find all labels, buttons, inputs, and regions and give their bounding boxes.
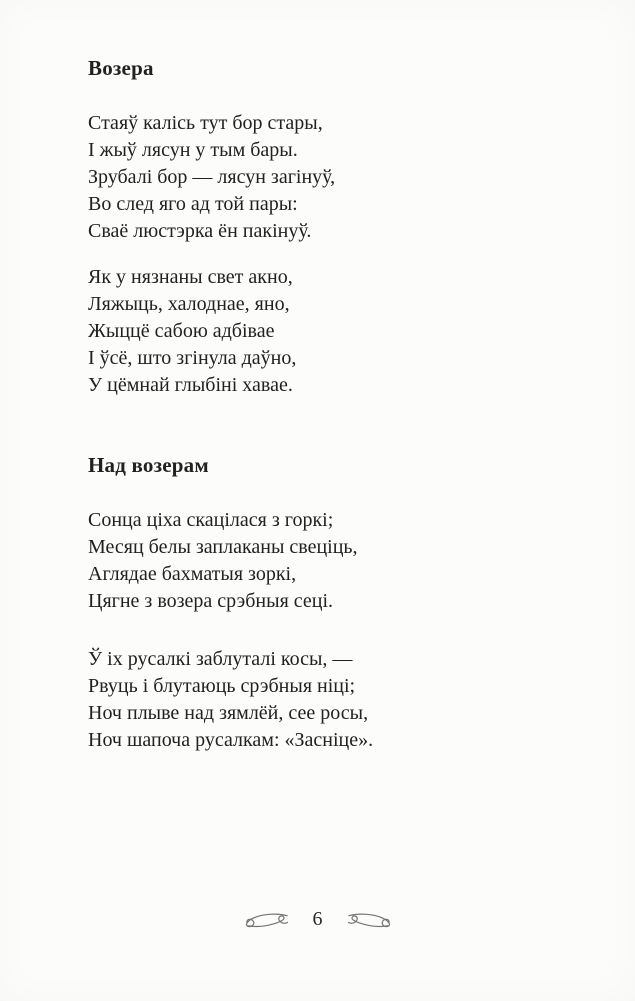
poem-line: Жыццё сабою адбівае [88,320,275,342]
poem-line: Ноч плыве над зямлёй, сее росы, [88,702,369,724]
poem-line: Сваё люстэрка ён пакінуў. [88,220,312,242]
poem-line: Як у нязнаны свет акно, [88,266,293,288]
poem-line: І жыў лясун у тым бары. [88,139,298,161]
poem-line: І ўсё, што згінула даўно, [88,347,297,369]
poem-line: Ляжыць, халоднае, яно, [88,293,290,315]
stanza [88,110,595,245]
poem-line: Ў іх русалкі заблуталі косы, — [88,648,353,670]
page-number: 6 [312,908,323,930]
poem-line: Сонца ціха скацілася з горкі; [88,509,334,531]
poem-line: Стаяў калісь тут бор стары, [88,112,323,134]
stanza [88,646,595,754]
poem-nad-vozeram [88,454,595,754]
poem-line: Зрубалі бор — лясун загінуў, [88,166,336,188]
poem-line: Рвуць і блутаюць срэбныя ніці; [88,675,356,697]
poem-separator-space [88,399,595,454]
stanza-separator-space [88,634,595,646]
poem-title: Возера [88,56,154,80]
poem-line: Ноч шапоча русалкам: «Засніце». [88,729,374,751]
flourish-right-icon [347,911,393,929]
poem-line: Цягне з возера срэбныя сеці. [88,590,334,612]
poem-line: Аглядае бахматыя зоркі, [88,563,297,585]
flourish-left-icon [243,911,289,929]
page-content [88,57,595,754]
poem-line: Во след яго ад той пары: [88,193,298,215]
poem-vozera [88,57,595,399]
poem-line: У цёмнай глыбіні хавае. [88,374,293,396]
poem-line: Месяц белы заплаканы свеціць, [88,536,358,558]
poem-title: Над возерам [88,453,209,477]
page-footer [0,906,635,933]
stanza [88,264,595,399]
stanza [88,507,595,615]
